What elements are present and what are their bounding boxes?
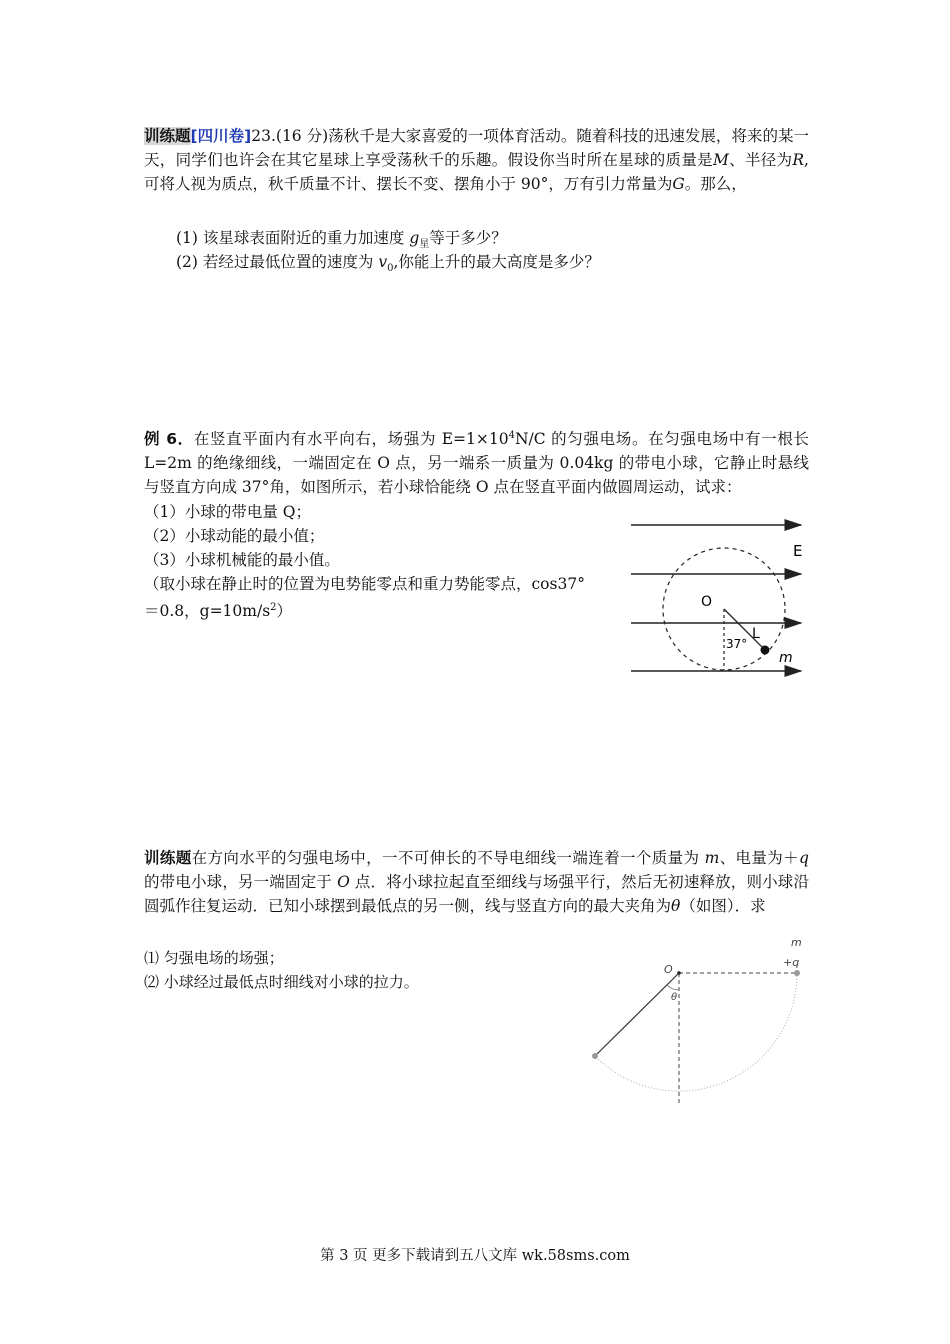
angle-arc [667,985,679,990]
problem-1-text: 训练题[四川卷]23.(16 分)荡秋千是大家喜爱的一项体育活动。随着科技的迅速发展，将来的某一天，同学们也许会在其它星球上享受荡秋千的乐趣。假设你当时所在星球的质量是M、半径为R,可将人视为质点，秋千质量不计、摆长不变、摆角小于 90°，万有引力常量为G。那么， [144,127,809,193]
example-6-text: 例 6．在竖直平面内有水平向右，场强为 $E=1\times 10^4N/C$ 的匀强电场。在匀强电场中有一根长L=2m 的绝缘细线，一端固定在 O 点，另一端系一质量为 0.04kg 的带电小球，它静止时悬线与竖直方向成 37°角，如图所示，若小球恰能绕 O 点在竖直平面内做圆周运动，试求： [144,430,809,497]
mass-label-m: m [791,936,802,949]
example-6-tag: 例 6 [144,430,177,449]
example-6-question-3: （3）小球机械能的最小值。 [144,551,340,569]
field-label-E: E [793,542,803,560]
practice-2-tag: 训练题 [144,849,192,867]
example-6-question-1: （1）小球的带电量 Q； [144,503,311,521]
pendulum-figure [585,932,810,1112]
practice-2-question-2: ⑵ 小球经过最低点时细线对小球的拉力。 [144,973,419,991]
pivot-label-O: O [664,963,673,976]
example-6-question-2: （2）小球动能的最小值； [144,527,325,545]
charge-label-q: +q [783,956,800,969]
length-label-L: L [752,626,760,642]
electric-field-circle-figure [625,510,815,685]
arc-path [595,973,797,1091]
problem-1-question-1: (1) 该星球表面附近的重力加速度 $g_星$等于多少？ [176,229,507,251]
string-line [595,973,679,1056]
problem-1-question-2: (2) 若经过最低位置的速度为 $v_0$,你能上升的最大高度是多少？ [176,253,600,275]
practice-2-question-1: ⑴ 匀强电场的场强； [144,949,284,967]
page-footer: 第 3 页 更多下载请到五八文库 wk.58sms.com [320,1248,630,1264]
ball-start [794,970,800,976]
example-6-note: （取小球在静止时的位置为电势能零点和重力势能零点，cos37° ＝0.8，$g=10m/s^2$） [144,575,585,621]
pivot-point [677,971,681,975]
problem-1-tag: 训练题 [144,127,191,145]
pivot-label-O: O [701,594,713,610]
mass-label-m: m [779,650,793,666]
practice-2-text: 训练题在方向水平的匀强电场中，一不可伸长的不导电细线一端连着一个质量为 m、电量为＋q 的带电小球，另一端固定于 O 点．将小球拉起直至细线与场强平行，然后无初速释放，则小球沿圆弧作往复运动．已知小球摆到最低点的另一侧，线与竖直方向的最大夹角为θ（如图）．求 [144,849,809,915]
angle-label-theta: θ [671,992,678,1003]
charged-ball [761,646,770,655]
angle-label: 37° [726,637,748,651]
problem-1-source: [四川卷] [190,127,252,145]
ball-end [592,1053,598,1059]
